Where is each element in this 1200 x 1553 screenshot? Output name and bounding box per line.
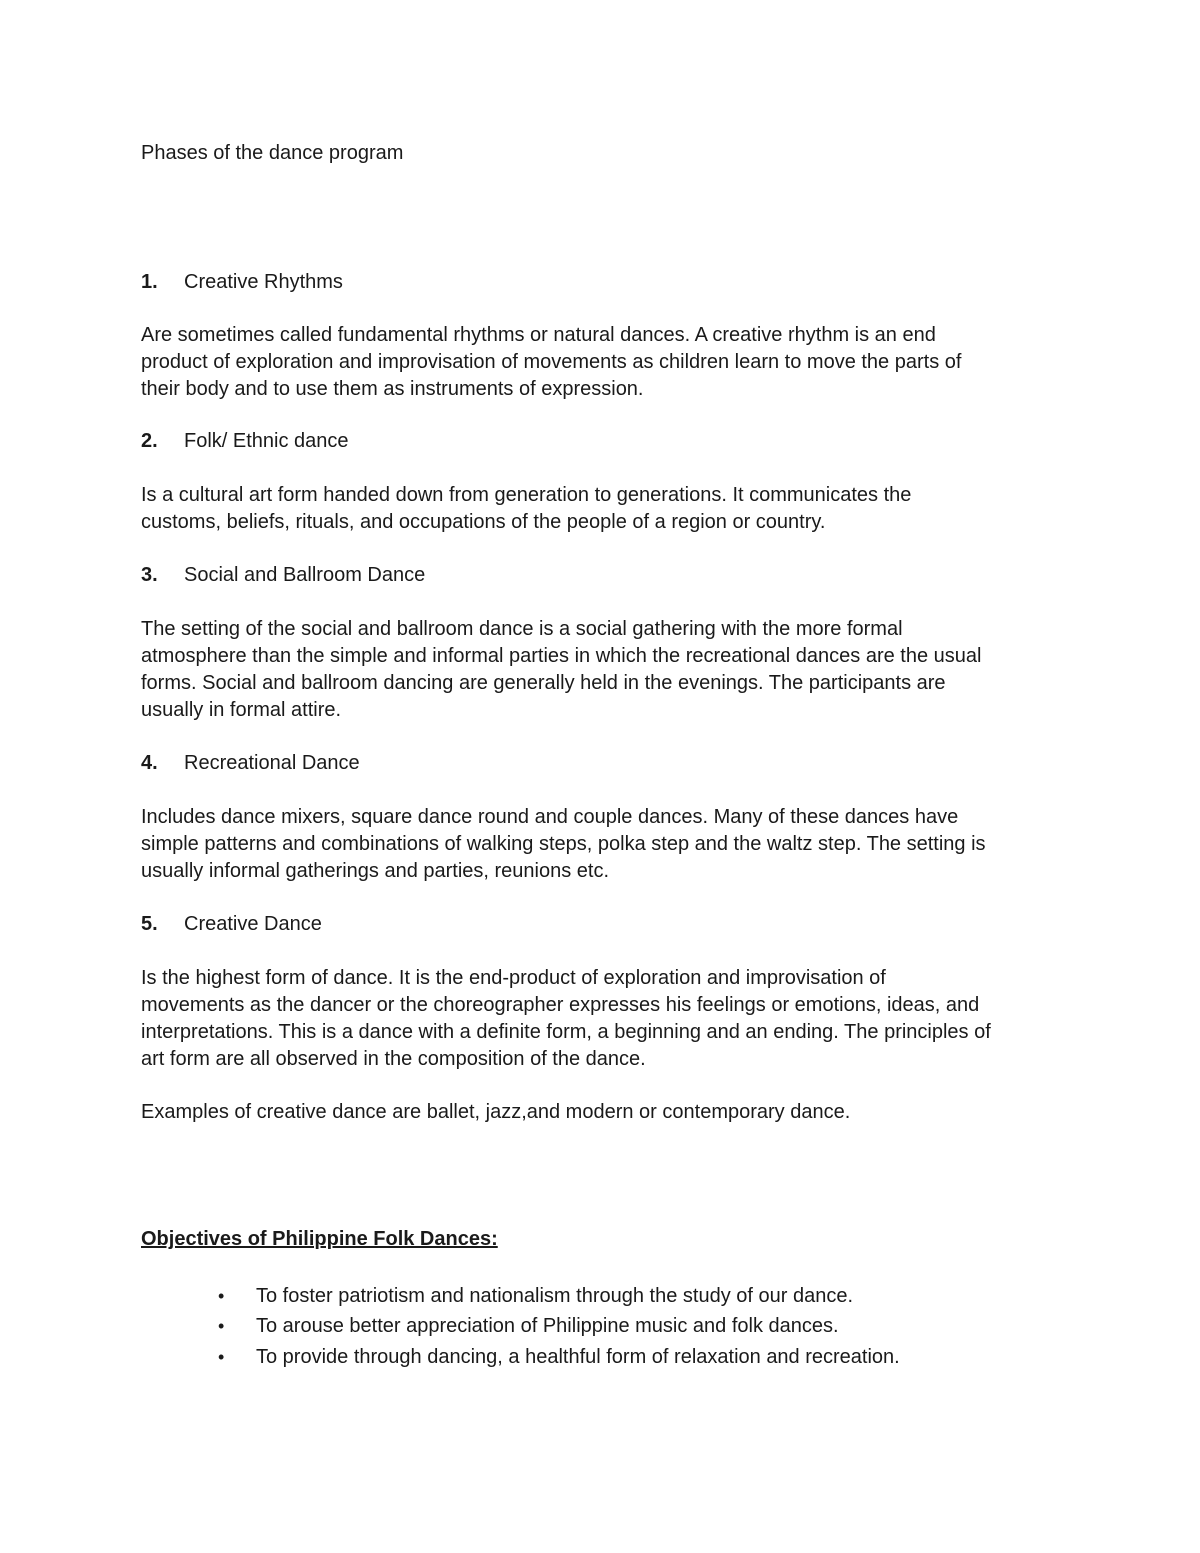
body-line: atmosphere than the simple and informal parties in which the recreational dances are the usual xyxy=(141,645,982,667)
body-line: Is a cultural art form handed down from generation to generations. It communicates the xyxy=(141,484,912,506)
objective-item: To arouse better appreciation of Philippine music and folk dances. xyxy=(256,1315,839,1337)
section-number: 5. xyxy=(141,913,158,935)
section-heading: Social and Ballroom Dance xyxy=(184,564,426,586)
section-body xyxy=(141,965,1071,1073)
body-line: customs, beliefs, rituals, and occupations of the people of a region or country. xyxy=(141,511,826,533)
body-line: Is the highest form of dance. It is the end-product of exploration and improvisation of xyxy=(141,967,886,989)
body-line: usually informal gatherings and parties, reunions etc. xyxy=(141,860,610,882)
bullet-icon: • xyxy=(218,1347,225,1367)
objectives-title: Objectives of Philippine Folk Dances: xyxy=(141,1228,498,1250)
section-number: 3. xyxy=(141,564,158,586)
section-body xyxy=(141,616,1071,724)
body-line: product of exploration and improvisation of movements as children learn to move the parts of xyxy=(141,351,962,373)
body-line: usually in formal attire. xyxy=(141,699,342,721)
section-body xyxy=(141,482,1071,536)
body-line: art form are all observed in the composition of the dance. xyxy=(141,1048,646,1070)
body-line: interpretations. This is a dance with a definite form, a beginning and an ending. The principles of xyxy=(141,1021,991,1043)
body-line: Includes dance mixers, square dance round and couple dances. Many of these dances have xyxy=(141,806,959,828)
bullet-icon: • xyxy=(218,1316,225,1336)
section-heading: Creative Dance xyxy=(184,913,322,935)
body-line: The setting of the social and ballroom dance is a social gathering with the more formal xyxy=(141,618,903,640)
body-line: their body and to use them as instruments of expression. xyxy=(141,378,644,400)
section-heading: Creative Rhythms xyxy=(184,271,343,293)
section-number: 2. xyxy=(141,430,158,452)
objective-item: To provide through dancing, a healthful form of relaxation and recreation. xyxy=(256,1346,900,1368)
body-line: Are sometimes called fundamental rhythms or natural dances. A creative rhythm is an end xyxy=(141,324,936,346)
body-line: forms. Social and ballroom dancing are generally held in the evenings. The participants are xyxy=(141,672,946,694)
bullet-icon: • xyxy=(218,1286,225,1306)
section-heading: Recreational Dance xyxy=(184,752,360,774)
section-body xyxy=(141,322,1071,403)
document-title: Phases of the dance program xyxy=(141,142,404,164)
section-body xyxy=(141,804,1071,885)
body-line: movements as the dancer or the choreographer expresses his feelings or emotions, ideas, and xyxy=(141,994,980,1016)
objective-item: To foster patriotism and nationalism through the study of our dance. xyxy=(256,1285,854,1307)
section-heading: Folk/ Ethnic dance xyxy=(184,430,349,452)
examples-text: Examples of creative dance are ballet, jazz,and modern or contemporary dance. xyxy=(141,1101,851,1123)
body-line: simple patterns and combinations of walking steps, polka step and the waltz step. The setting is xyxy=(141,833,986,855)
section-number: 1. xyxy=(141,271,158,293)
section-number: 4. xyxy=(141,752,158,774)
